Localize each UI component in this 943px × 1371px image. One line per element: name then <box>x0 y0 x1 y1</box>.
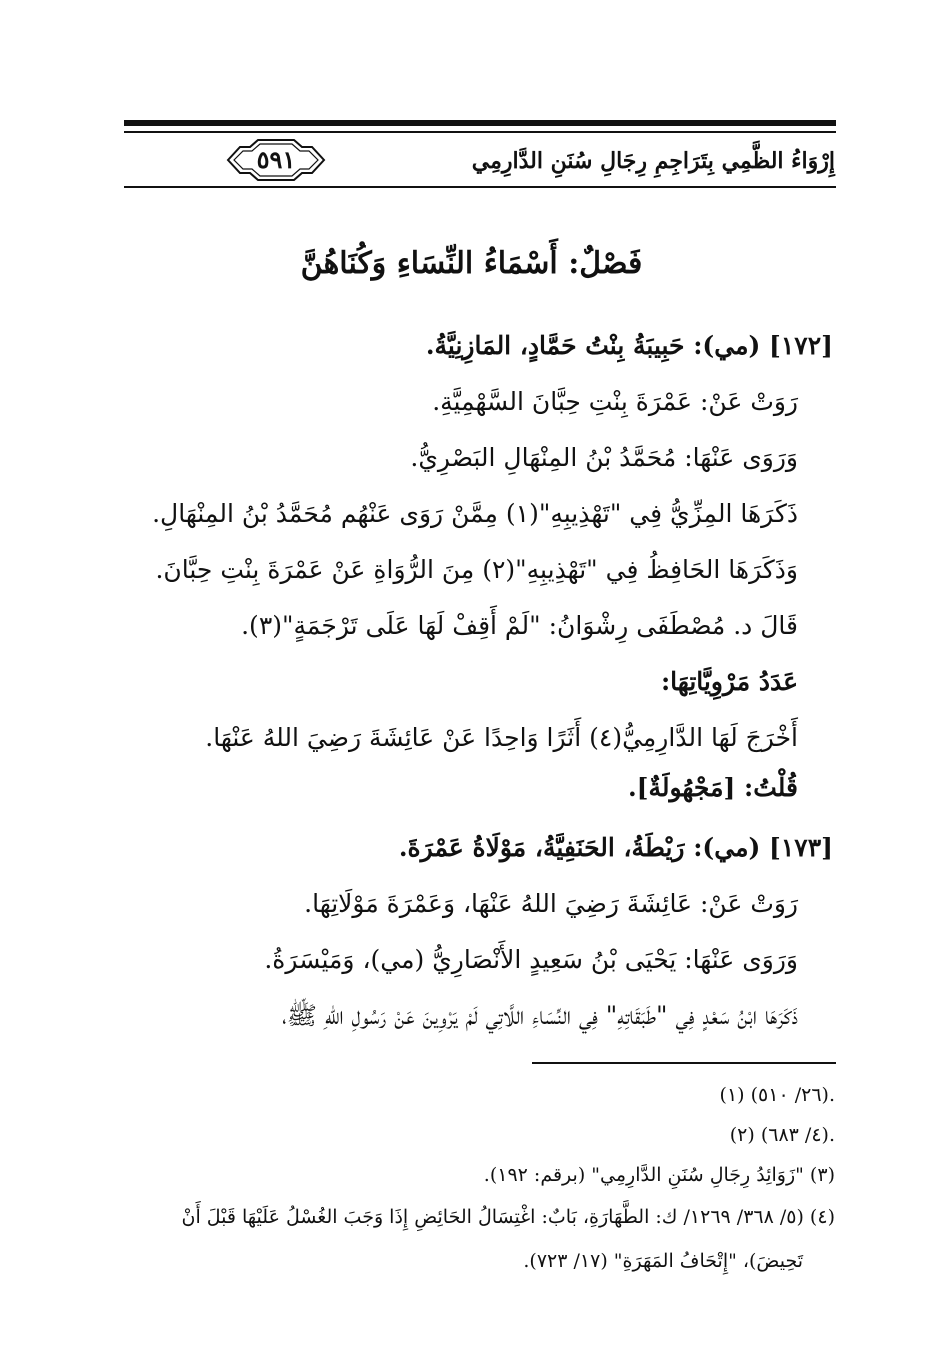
footnote-rule <box>532 1062 836 1064</box>
header-rule-thick <box>124 120 836 126</box>
entry-line: أَخْرَجَ لَهَا الدَّارِمِيُّ(٤) أَثَرًا وَاحِدًا عَنْ عَائِشَةَ رَضِيَ اللهُ عَنْهَا. <box>205 723 798 752</box>
running-header: إِرْوَاءُ الظَّمِي بِتَرَاجِمِ رِجَالِ سُنَنِ الدَّارِمِي <box>471 148 835 174</box>
header-rule-thin <box>124 131 836 133</box>
footnote: (١) (٢٦/ ٥١٠). <box>719 1084 835 1106</box>
entry-line: رَوَتْ عَنْ: عَمْرَةَ بِنْتِ حِبَّانَ السَّهْمِيَّةِ. <box>432 387 798 416</box>
entry-line: وَرَوَى عَنْهَا: يَحْيَى بْنُ سَعِيدٍ الأَنْصَارِيُّ (مي)، وَمَيْسَرَةُ. <box>264 945 798 974</box>
page-number-frame <box>224 137 328 183</box>
page-number: ٥٩١ <box>256 145 296 174</box>
entry-line: وَذَكَرَهَا الحَافِظُ فِي "تَهْذِيبِهِ"(٢) مِنَ الرُّوَاةِ عَنْ عَمْرَةَ بِنْتِ حِبَّانَ. <box>155 555 798 584</box>
footnote: (٤) (٥/ ٣٦٨/ ١٢٦٩/ ك: الطَّهَارَةِ، بَابٌ: اغْتِسَالُ الحَائِضِ إِذَا وَجَبَ الغُسْلُ عَلَيْهَا قَبْلَ أَنْ <box>181 1206 835 1228</box>
entry-line: وَرَوَى عَنْهَا: مُحَمَّدُ بْنُ المِنْهَالِ البَصْرِيُّ. <box>410 443 798 472</box>
footnote: (٢) (٤/ ٦٨٣). <box>729 1124 835 1146</box>
entry-line: ذَكَرَهَا ابْنُ سَعْدٍ فِي "طَبَقَاتِهِ" فِي النِّسَاءِ اللَّاتِي لَمْ يَرْوِينَ عَنْ رَسُولِ اللهِ ﷺ، <box>281 1001 798 1030</box>
entry-heading: [١٧٣] (مي): رَيْطَةُ، الحَنَفِيَّةُ، مَوْلَاةُ عَمْرَةَ. <box>398 833 833 862</box>
footnote-continuation: تَحِيضَ)، "إِتْحَافُ المَهَرَةِ" (١٧/ ٧٢٣). <box>523 1250 803 1272</box>
entry-verdict: قُلْتُ: [مَجْهُولَةٌ]. <box>627 773 798 802</box>
footnote: (٣) "زَوَائِدُ رِجَالِ سُنَنِ الدَّارِمِي" (برقم: ١٩٢). <box>483 1164 835 1186</box>
entry-subheading: عَدَدُ مَرْوِيَّاتِهَا: <box>660 667 798 696</box>
entry-line: قَالَ د. مُصْطَفَى رِشْوَانُ: "لَمْ أَقِفْ لَهَا عَلَى تَرْجَمَةٍ"(٣). <box>241 611 798 640</box>
entry-line: ذَكَرَهَا المِزِّيُّ فِي "تَهْذِيبِهِ"(١) مِمَّنْ رَوَى عَنْهُم مُحَمَّدُ بْنُ المِنْهَالِ. <box>152 499 798 528</box>
entry-line: رَوَتْ عَنْ: عَائِشَةَ رَضِيَ اللهُ عَنْهَا، وَعَمْرَةَ مَوْلَاتِهَا. <box>304 889 798 918</box>
header-rule-bottom <box>124 186 836 188</box>
entry-heading: [١٧٢] (مي): حَبِيبَةُ بِنْتُ حَمَّادٍ، المَازِنِيَّةُ. <box>425 331 833 360</box>
section-title: فَصْلٌ: أَسْمَاءُ النِّسَاءِ وَكُنَاهُنَّ <box>300 246 643 281</box>
